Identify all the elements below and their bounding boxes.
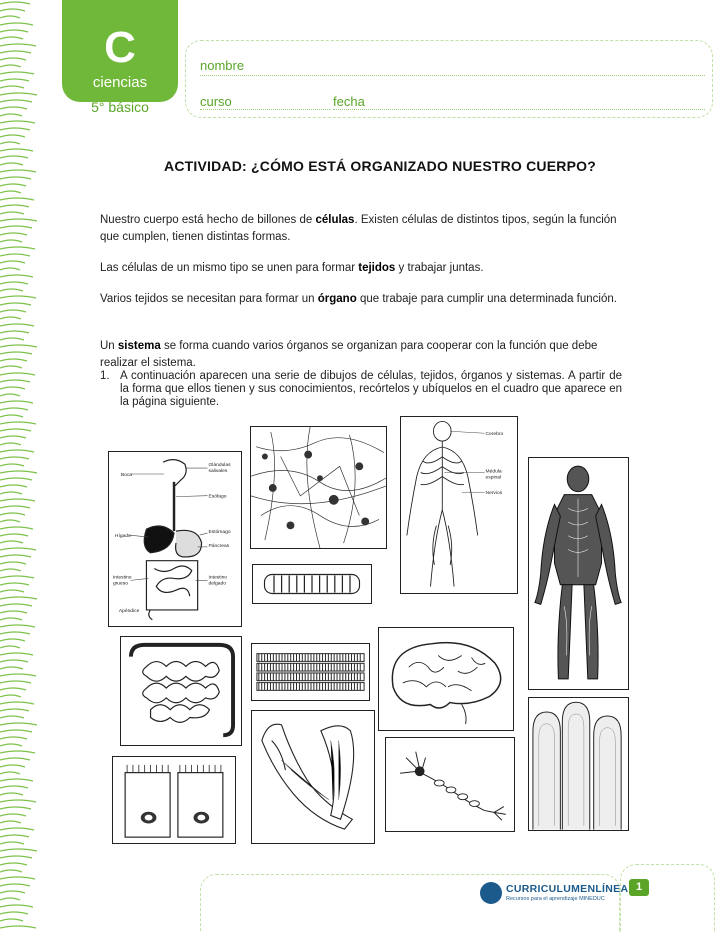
intestinal-villi-drawing bbox=[529, 698, 628, 830]
p2-keyword: tejidos bbox=[358, 262, 396, 274]
label-apendice: Apéndice bbox=[118, 608, 140, 614]
label-delgado: delgado bbox=[208, 581, 226, 587]
epithelial-cells-figure[interactable] bbox=[112, 756, 236, 844]
instruction-item bbox=[100, 370, 622, 409]
label-boca: Boca bbox=[120, 472, 133, 478]
student-fields-box bbox=[185, 40, 713, 118]
digestive-system-drawing bbox=[109, 452, 241, 626]
brain-drawing bbox=[379, 628, 513, 730]
date-line[interactable] bbox=[333, 109, 705, 110]
arm-muscles-drawing bbox=[252, 711, 374, 843]
p1-text-c: . Existen células de distintos tipos, según la función que cumplen, tienen distintas formas. bbox=[100, 214, 617, 243]
paragraph-organs bbox=[100, 291, 620, 308]
label-medula: Médula bbox=[485, 469, 502, 475]
instruction-text: A continuación aparecen una serie de dibujos de células, tejidos, órganos y sistemas. A partir de la forma que ellos tienen y sus conocimientos, recórtelos y ubíquelos en el cuadro que aparece en la página siguiente. bbox=[120, 370, 622, 408]
epithelial-cells-drawing bbox=[113, 757, 235, 843]
nervous-system-drawing bbox=[401, 417, 517, 593]
activity-title: ACTIVIDAD: ¿CÓMO ESTÁ ORGANIZADO NUESTRO CUERPO? bbox=[164, 158, 596, 174]
nerve-tissue-drawing bbox=[251, 427, 386, 548]
footer-page-box bbox=[620, 864, 715, 932]
paragraph-tissues bbox=[100, 260, 620, 277]
muscle-tissue-figure[interactable] bbox=[251, 643, 370, 701]
paragraph-cells bbox=[100, 212, 620, 246]
label-nervios: Nervios bbox=[485, 491, 503, 497]
nervous-system-figure[interactable] bbox=[400, 416, 518, 594]
intestinal-villi-figure[interactable] bbox=[528, 697, 629, 831]
label-esofago: Esófago bbox=[208, 494, 227, 500]
p3-text-a: Varios tejidos se necesitan para formar un bbox=[100, 293, 318, 305]
instruction-number: 1. bbox=[100, 370, 110, 382]
digestive-system-figure[interactable] bbox=[108, 451, 242, 627]
name-label: nombre bbox=[200, 58, 245, 73]
page-number: 1 bbox=[629, 879, 649, 896]
p4-keyword: sistema bbox=[117, 340, 161, 352]
label-intestino-grueso: Intestino bbox=[112, 575, 132, 581]
paragraph-systems bbox=[100, 338, 620, 372]
muscle-fiber-drawing bbox=[253, 565, 371, 603]
muscle-fiber-figure[interactable] bbox=[252, 564, 372, 604]
label-grueso: grueso bbox=[112, 581, 128, 587]
arm-muscles-figure[interactable] bbox=[251, 710, 375, 844]
label-pancreas: Páncreas bbox=[208, 543, 230, 549]
label-cerebro: Cerebro bbox=[485, 432, 504, 438]
muscle-tissue-drawing bbox=[252, 644, 369, 700]
large-intestine-figure[interactable] bbox=[120, 636, 242, 746]
neuron-figure[interactable] bbox=[385, 737, 515, 832]
p3-keyword: órgano bbox=[317, 293, 357, 305]
brain-figure[interactable] bbox=[378, 627, 514, 731]
course-label: curso bbox=[200, 94, 232, 109]
nerve-tissue-figure[interactable] bbox=[250, 426, 387, 549]
p4-text-c: se forma cuando varios órganos se organizan para cooperar con la función que debe realizar el sistema. bbox=[100, 340, 598, 369]
muscular-system-figure[interactable] bbox=[528, 457, 629, 690]
large-intestine-drawing bbox=[121, 637, 241, 745]
p2-text-a: Las células de un mismo tipo se unen para formar bbox=[100, 262, 359, 274]
curriculum-logo-tagline: Recursos para el aprendizaje MINEDUC bbox=[506, 896, 605, 902]
p1-keyword: células bbox=[315, 214, 355, 226]
label-espinal: espinal bbox=[485, 475, 502, 481]
grass-border-decoration bbox=[0, 0, 44, 932]
neuron-drawing bbox=[386, 738, 514, 831]
muscular-system-drawing bbox=[529, 458, 628, 689]
subject-badge bbox=[62, 0, 178, 102]
course-line[interactable] bbox=[200, 109, 330, 110]
p1-text-a: Nuestro cuerpo está hecho de billones de bbox=[100, 214, 316, 226]
label-intestino-delgado: Intestino bbox=[208, 575, 228, 581]
name-line[interactable] bbox=[200, 75, 705, 76]
curriculum-logo-icon bbox=[480, 882, 502, 904]
p2-text-c: y trabajar juntas. bbox=[395, 262, 484, 274]
p4-text-a: Un bbox=[100, 340, 118, 352]
label-higado: Hígado bbox=[114, 534, 131, 540]
subject-letter: C bbox=[104, 23, 136, 72]
label-estomago: Estómago bbox=[208, 530, 231, 536]
date-label: fecha bbox=[333, 94, 365, 109]
grade-label: 5° básico bbox=[91, 99, 149, 115]
label-salivales: salivales bbox=[208, 469, 228, 475]
subject-name: ciencias bbox=[92, 74, 148, 91]
label-glandulas: Glándulas bbox=[208, 463, 231, 469]
p3-text-c: que trabaje para cumplir una determinada función. bbox=[356, 293, 617, 305]
curriculum-logo-name: CURRICULUMENLÍNEA bbox=[506, 883, 629, 895]
